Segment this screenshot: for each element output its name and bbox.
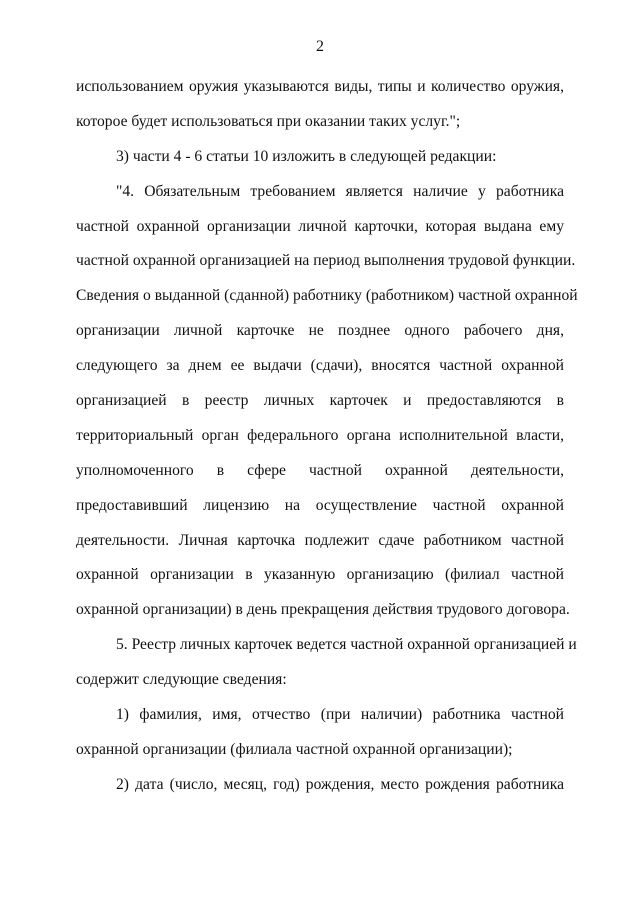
text-line: использованием оружия указываются виды, типы и количество оружия,: [76, 78, 564, 95]
text-line: территориальный орган федерального органа исполнительной власти,: [76, 426, 564, 444]
text-line: организацией в реестр личных карточек и предоставляются в: [76, 392, 564, 410]
text-line: уполномоченного в сфере частной охранной деятельности,: [76, 461, 564, 479]
text-line: охранной организации) в день прекращения действия трудового договора.: [76, 601, 570, 619]
text-line: частной охранной организацией на период выполнения трудовой функции.: [76, 252, 576, 270]
text-line: деятельности. Личная карточка подлежит сдаче работником частной: [76, 531, 564, 549]
text-line: охранной организации (филиала частной охранной организации);: [76, 740, 513, 758]
text-line: "4. Обязательным требованием является наличие у работника: [116, 182, 564, 200]
document-body: [76, 70, 578, 803]
text-line: содержит следующие сведения:: [76, 671, 287, 689]
text-line: предоставивший лицензию на осуществление частной охранной: [76, 496, 564, 514]
text-line: Сведения о выданной (сданной) работнику (работником) частной охранной: [76, 287, 578, 305]
text-line: 2) дата (число, месяц, год) рождения, место рождения работника: [116, 775, 564, 793]
text-line: 3) части 4 - 6 статьи 10 изложить в следующей редакции:: [116, 147, 497, 165]
page-number: 2: [316, 38, 324, 55]
text-line: 1) фамилия, имя, отчество (при наличии) работника частной: [116, 706, 564, 724]
text-line: частной охранной организации личной карточки, которая выдана ему: [76, 217, 564, 235]
text-line: охранной организации в указанную организацию (филиал частной: [76, 566, 564, 584]
text-line: организации личной карточке не позднее одного рабочего дня,: [76, 322, 564, 340]
text-line: 5. Реестр личных карточек ведется частной охранной организацией и: [116, 636, 577, 654]
text-line: которое будет использоваться при оказании таких услуг.";: [76, 112, 461, 130]
text-line: следующего за днем ее выдачи (сдачи), вносятся частной охранной: [76, 357, 564, 375]
